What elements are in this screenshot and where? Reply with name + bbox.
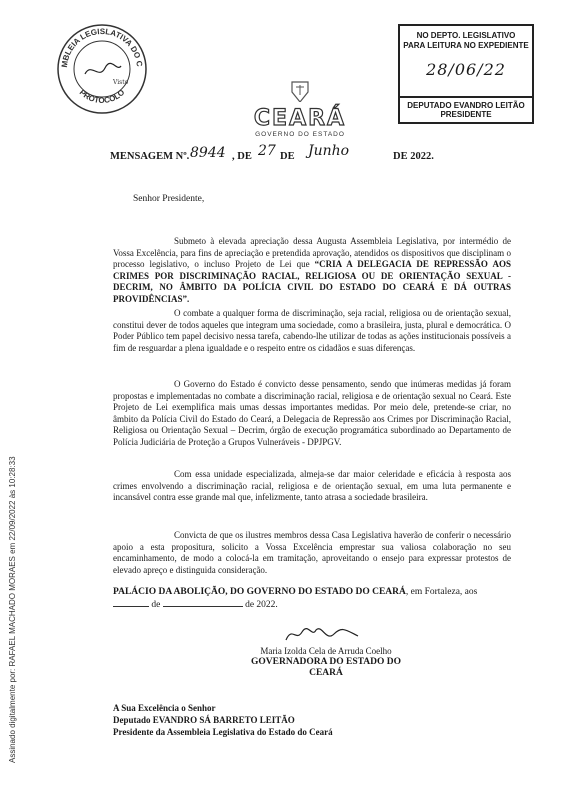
svg-text:ASSEMBLEIA LEGISLATIVA DO CEAR (55, 22, 144, 68)
message-de-1: , DE (232, 151, 252, 162)
digital-signature-text: Assinado digitalmente por: RAFAEL MACHADO MORAES em 22/09/2022 às 10:28:33 (8, 456, 17, 763)
message-de-2: DE (280, 151, 295, 162)
paragraph-1-bold: “CRIA A DELEGACIA DE REPRESSÃO AOS CRIMES POR DISCRIMINAÇÃO RACIAL, RELIGIOSA OU DE ORIENTAÇÃO SEXUAL - DECRIM, NO ÂMBITO DA POLÍCIA CIVIL DO ESTADO DO CEARÁ E DÁ OUTRAS PROVIDÊNCIAS”. (113, 259, 511, 304)
message-label: MENSAGEM Nº. (110, 151, 190, 162)
palace-year: de 2022. (245, 600, 278, 610)
svg-text:PROTOCOLO (78, 88, 127, 105)
message-month: Junho (308, 143, 350, 159)
digital-signature-note (6, 383, 26, 763)
seal-bottom-text: PROTOCOLO (77, 87, 127, 106)
stamp-line-3: DEPUTADO EVANDRO LEITÃO (407, 101, 525, 110)
message-line (110, 143, 530, 167)
coat-of-arms-icon (288, 80, 312, 102)
paragraph-3: O Governo do Estado é convicto desse pensamento, sendo que inúmeras medidas já foram propostas e implementadas no combate a discriminação racial, religiosa e de orientação sexual no Ceará. Este Projeto de Lei exemplifica mais umas dessas importantes medidas. Por meio dele, pretende-se criar, no âmbito da Polícia Civil do Estado do Ceará, a Delegacia de Repressão aos Crimes por Discriminação Racial, Religiosa ou Orientação Sexual – Decrim, órgão de execução programática subordinado ao Departamento de Polícia Judiciária de Proteção a Grupos Vulneráveis - DPJPGV. (113, 379, 511, 447)
palace-rest: , em Fortaleza, aos (405, 587, 478, 597)
message-number: 8944 (190, 145, 226, 161)
message-day: 27 (258, 143, 276, 159)
signature-block (236, 646, 416, 679)
paragraph-5: Convicta de que os ilustres membros dessa Casa Legislativa haverão de conferir o necessário apoio a esta propositura, solicito a Vossa Excelência emprestar sua valiosa colaboração no seu encaminhamento, de modo a colocá-la em tramitação, aproveitando o ensejo para expressar protestos de elevado apreço e distinguida consideração. (113, 530, 511, 575)
stamp-line-1: NO DEPTO. LEGISLATIVO (416, 31, 516, 40)
logo-sub: GOVERNO DO ESTADO (255, 131, 345, 138)
stamp-signature-box (400, 96, 532, 122)
palace-bold: PALÁCIO DA ABOLIÇÃO, DO GOVERNO DO ESTADO DO CEARÁ (113, 587, 406, 597)
salutation: Senhor Presidente, (133, 194, 205, 204)
signature-title: GOVERNADORA DO ESTADO DO CEARÁ (251, 657, 401, 678)
paragraph-1 (113, 236, 511, 305)
stamp-line-2: PARA LEITURA NO EXPEDIENTE (403, 41, 529, 50)
addressee-line-3: Presidente da Assembleia Legislativa do Estado do Ceará (113, 727, 333, 737)
seal-ring-text: MBLEIA LEGISLATIVA DO C (59, 26, 144, 69)
addressee-block (113, 702, 333, 738)
palace-de: de (151, 600, 161, 610)
paragraph-1-text: Submeto à elevada apreciação dessa Augusta Assembleia Legislativa, por intermédio de Vossa Excelência, para fins de apreciação e pretendida aprovação, atendidos os dispositivos que disciplinam o processo legislativo, o incluso Projeto de Lei que (113, 236, 511, 269)
protocol-seal (55, 22, 149, 116)
stamp-line-4: PRESIDENTE (440, 110, 492, 119)
addressee-line-2: Deputado EVANDRO SÁ BARRETO LEITÃO (113, 715, 295, 725)
paragraph-2: O combate a qualquer forma de discriminação, seja racial, religiosa ou de orientação sexual, constitui dever de todos aqueles que integram uma sociedade, como a brasileira, justa, plural e democrática. O Poder Público tem papel decisivo nessa tarefa, cabendo-lhe utilizar de todas as ações institucionais possíveis a fim de resguardar a plena igualdade e o respeito entre os cidadãos e suas diferenças. (113, 308, 511, 353)
message-year: DE 2022. (393, 151, 434, 162)
palace-line (113, 586, 513, 612)
seal-visto: Visto (113, 79, 129, 86)
legislative-stamp (398, 24, 534, 124)
logo-word: CEARÁ (253, 106, 347, 131)
signature-name: Maria Izolda Cela de Arruda Coelho (260, 646, 392, 656)
ceara-logo (250, 80, 350, 138)
stamp-date: 28/06/22 (426, 60, 506, 79)
addressee-line-1: A Sua Excelência o Senhor (113, 703, 216, 713)
paragraph-4: Com essa unidade especializada, almeja-se dar maior celeridade e eficácia à resposta aos crimes envolvendo a discriminação racial, religiosa e de orientação sexual, em uma luta permanente e incansável contra esse grande mal que, infelizmente, tanto atrasa a sociedade brasileira. (113, 469, 511, 502)
